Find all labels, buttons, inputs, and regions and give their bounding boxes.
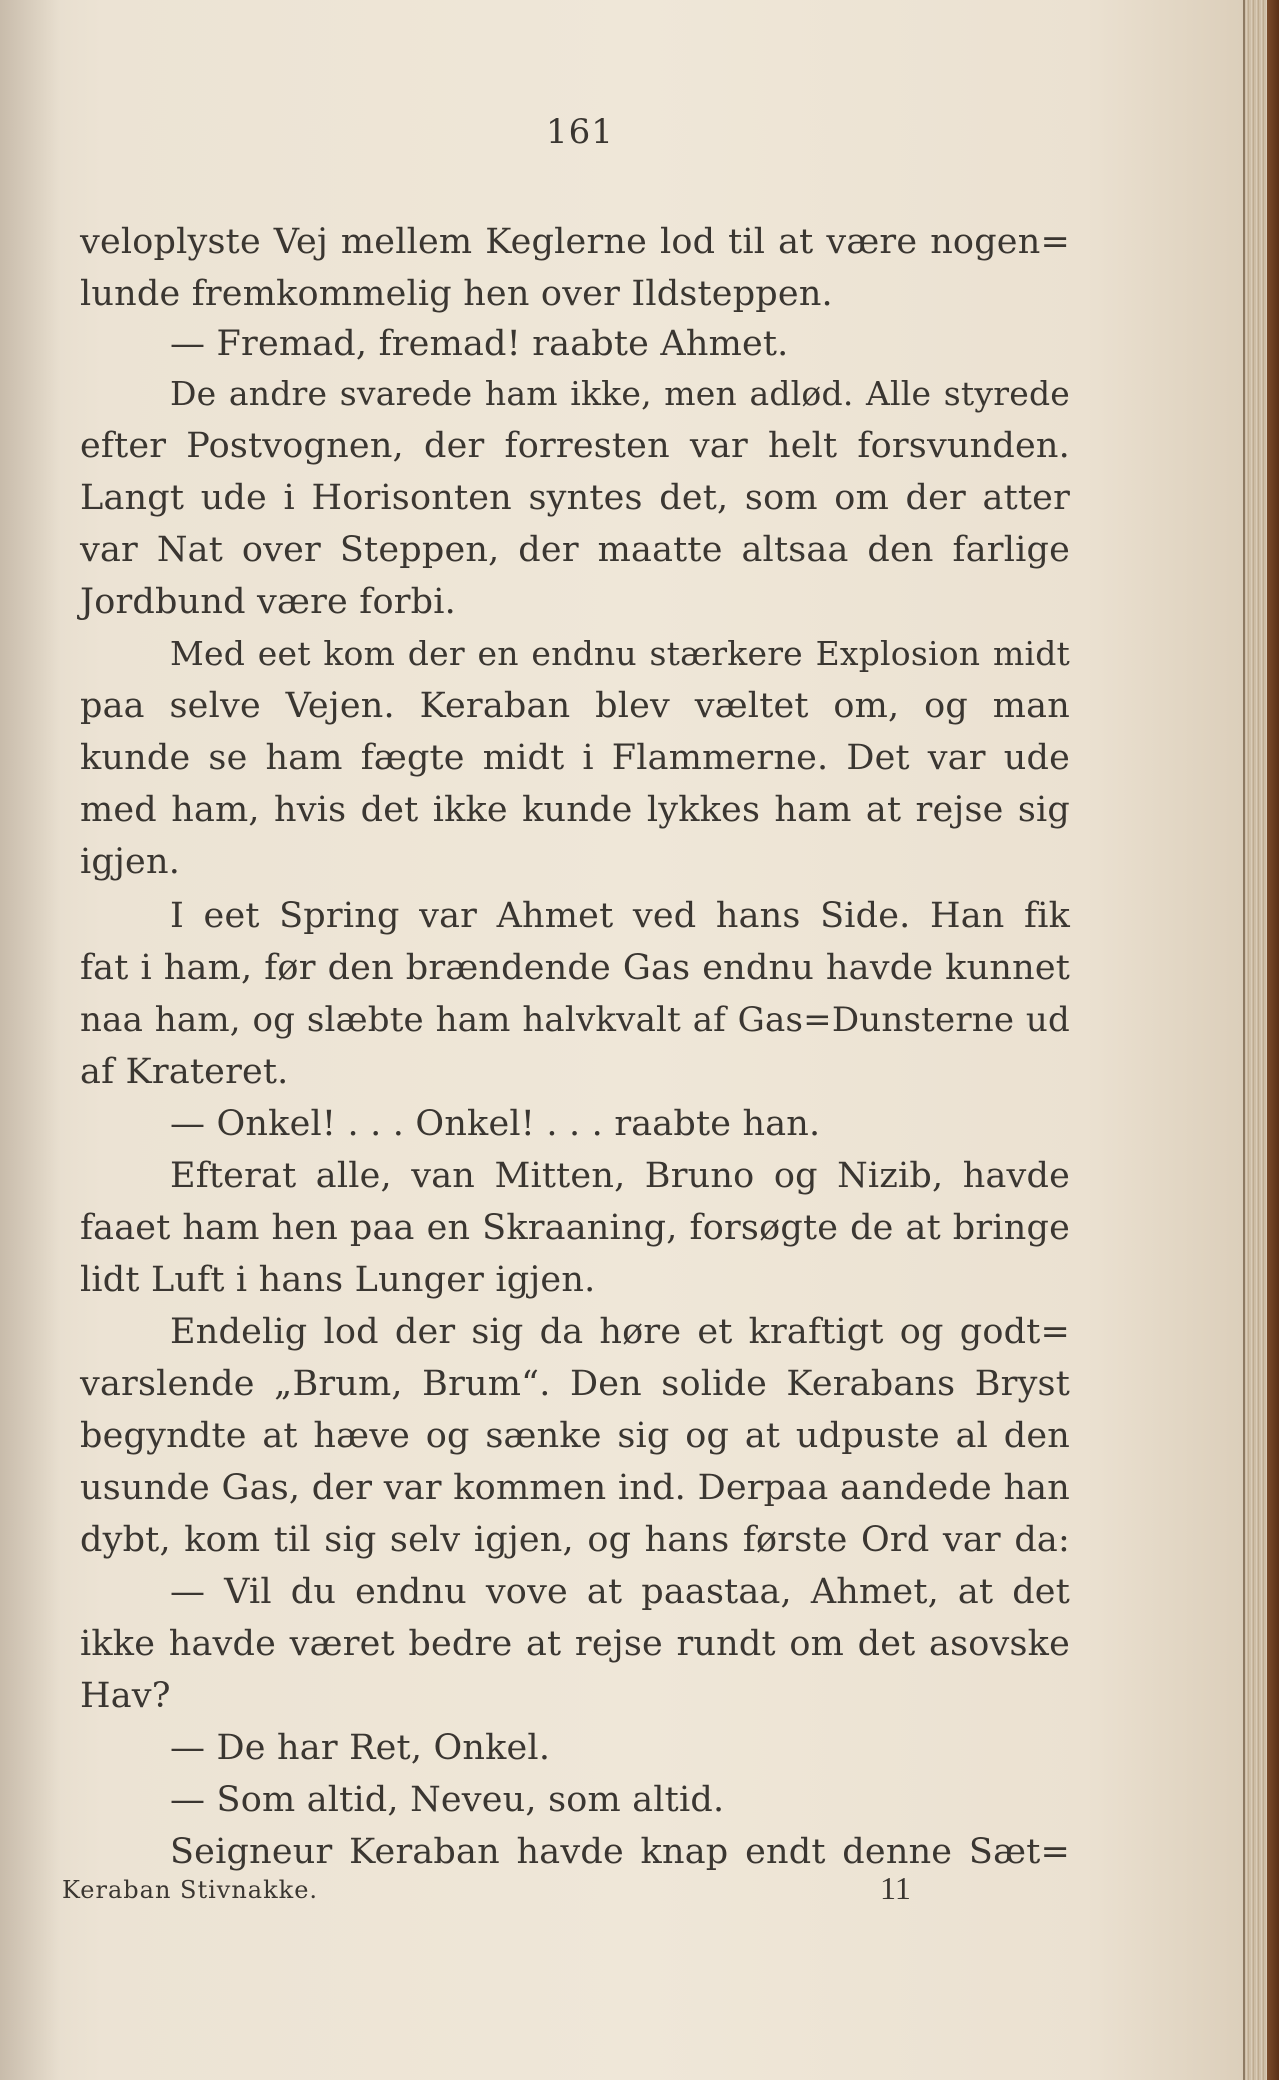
text-line: usunde Gas, der var kommen ind. Derpaa aandede han xyxy=(80,1468,1070,1508)
text-line: lunde fremkommelig hen over Ildsteppen. xyxy=(80,274,833,314)
text-line: Langt ude i Horisonten syntes det, som om der atter xyxy=(80,478,1070,518)
text-line: — Vil du endnu vove at paastaa, Ahmet, at det xyxy=(170,1572,1070,1612)
text-line: naa ham, og slæbte ham halvkvalt af Gas=Dunsterne ud xyxy=(80,1000,1070,1040)
text-line: med ham, hvis det ikke kunde lykkes ham at rejse sig xyxy=(80,790,1070,830)
text-line: lidt Luft i hans Lunger igjen. xyxy=(80,1260,596,1300)
text-line: Efterat alle, van Mitten, Bruno og Nizib, havde xyxy=(170,1156,1070,1196)
text-line: paa selve Vejen. Keraban blev væltet om, og man xyxy=(80,686,1070,726)
text-line: I eet Spring var Ahmet ved hans Side. Han fik xyxy=(170,896,1070,936)
footer-book-title: Keraban Stivnakke. xyxy=(62,1876,319,1904)
text-line: fat i ham, før den brændende Gas endnu havde kunnet xyxy=(80,948,1070,988)
page-number: 161 xyxy=(546,112,614,152)
text-line: faaet ham hen paa en Skraaning, forsøgte de at bringe xyxy=(80,1208,1070,1248)
text-page xyxy=(80,0,1080,2080)
text-line: veloplyste Vej mellem Keglerne lod til at være nogen= xyxy=(80,222,1070,262)
book-cover-edge xyxy=(1267,0,1279,2080)
text-line: — Fremad, fremad! raabte Ahmet. xyxy=(170,324,789,364)
text-line: Hav? xyxy=(80,1676,171,1716)
text-line: igjen. xyxy=(80,842,181,882)
text-line: Jordbund være forbi. xyxy=(80,582,456,622)
text-line: var Nat over Steppen, der maatte altsaa den farlige xyxy=(80,530,1070,570)
text-line: ikke havde været bedre at rejse rundt om det asovske xyxy=(80,1624,1070,1664)
text-line: De andre svarede ham ikke, men adlød. Alle styrede xyxy=(170,374,1070,413)
text-line: — Onkel! . . . Onkel! . . . raabte han. xyxy=(170,1104,821,1144)
gutter-shadow xyxy=(0,0,60,2080)
text-line: efter Postvognen, der forresten var helt forsvunden. xyxy=(80,426,1070,466)
text-line: Endelig lod der sig da høre et kraftigt og godt= xyxy=(170,1312,1070,1352)
text-line: varslende „Brum, Brum“. Den solide Kerabans Bryst xyxy=(80,1364,1070,1404)
text-line: Med eet kom der en endnu stærkere Explosion midt xyxy=(170,634,1070,673)
text-line: Seigneur Keraban havde knap endt denne Sæt= xyxy=(170,1832,1070,1872)
text-line: — De har Ret, Onkel. xyxy=(170,1728,551,1768)
text-line: — Som altid, Neveu, som altid. xyxy=(170,1780,725,1820)
text-line: af Krateret. xyxy=(80,1052,289,1092)
text-line: dybt, kom til sig selv igjen, og hans første Ord var da: xyxy=(80,1520,1070,1560)
signature-mark: 11 xyxy=(880,1870,911,1906)
text-line: begyndte at hæve og sænke sig og at udpuste al den xyxy=(80,1416,1070,1456)
text-line: kunde se ham fægte midt i Flammerne. Det var ude xyxy=(80,738,1070,778)
